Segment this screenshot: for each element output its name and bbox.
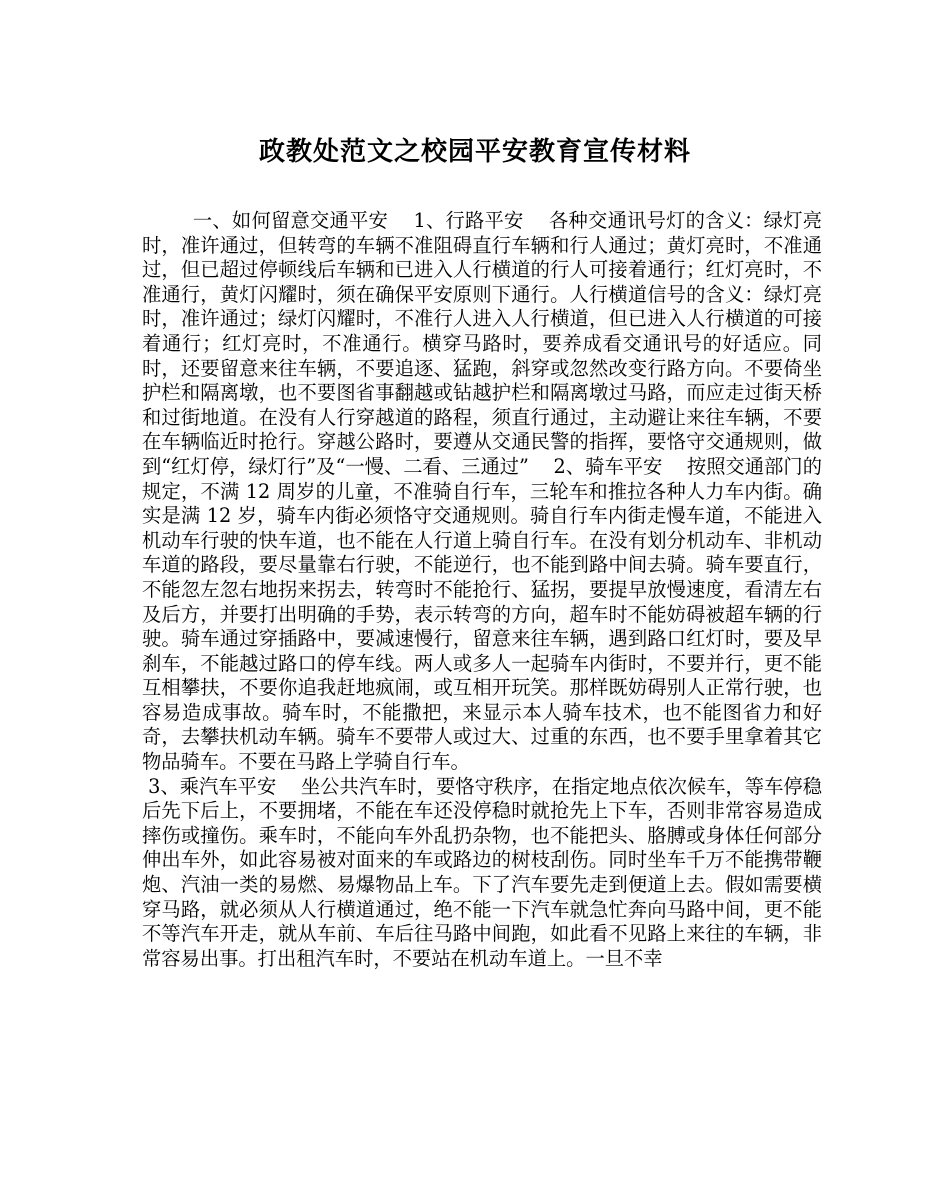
page-title: 政教处范文之校园平安教育宣传材料 xyxy=(258,137,691,167)
document-body xyxy=(142,209,822,971)
paragraph-traffic-safety: 一、如何留意交通平安 1、行路平安 各种交通讯号灯的含义：绿灯亮时，准许通过，但转弯的车辆不准阻碍直行车辆和行人通过；黄灯亮时，不准通过，但已超过停顿线后车辆和已进入人行横道的行人可接着通行；红灯亮时，不准通行，黄灯闪耀时，须在确保平安原则下通行。人行横道信号的含义：绿灯亮时，准许通过；绿灯闪耀时，不准行人进入人行横道，但已进入人行横道的可接着通行；红灯亮时，不准通行。横穿马路时，要养成看交通讯号的好适应。同时，还要留意来往车辆，不要追逐、猛跑，斜穿或忽然改变行路方向。不要倚坐护栏和隔离墩，也不要图省事翻越或钻越护栏和隔离墩过马路，而应走过街天桥和过街地道。在没有人行穿越道的路程，须直行通过，主动避让来往车辆，不要在车辆临近时抢行。穿越公路时，要遵从交通民警的指挥，要恪守交通规则，做到“红灯停，绿灯行”及“一慢、二看、三通过” 2、骑车平安 按照交通部门的规定，不满 12 周岁的儿童，不准骑自行车，三轮车和推拉各种人力车内街。确实是满 12 岁，骑车内街必须恪守交通规则。骑自行车内街走慢车道，不能进入机动车行驶的快车道，也不能在人行道上骑自行车。在没有划分机动车、非机动车道的路段，要尽量靠右行驶，不能逆行，也不能到路中间去骑。骑车要直行，不能忽左忽右地拐来拐去，转弯时不能抢行、猛拐，要提早放慢速度，看清左右及后方，并要打出明确的手势，表示转弯的方向，超车时不能妨碍被超车辆的行驶。骑车通过穿插路中，要减速慢行，留意来往车辆，遇到路口红灯时，要及早刹车，不能越过路口的停车线。两人或多人一起骑车内街时，不要并行，更不能互相攀扶，不要你追我赶地疯闹，或互相开玩笑。那样既妨碍别人正常行驶，也容易造成事故。骑车时，不能撒把，来显示本人骑车技术，也不能图省力和好奇，去攀扶机动车辆。骑车不要带人或过大、过重的东西，也不要手里拿着其它物品骑车。不要在马路上学骑自行车。 xyxy=(142,209,822,774)
paragraph-bus-safety: 3、乘汽车平安 坐公共汽车时，要恪守秩序，在指定地点依次候车，等车停稳后先下后上，不要拥堵，不能在车还没停稳时就抢先上下车，否则非常容易造成摔伤或撞伤。乘车时，不能向车外乱扔杂物，也不能把头、胳膊或身体任何部分伸出车外，如此容易被对面来的车或路边的树枝刮伤。同时坐车千万不能携带鞭炮、汽油一类的易燃、易爆物品上车。下了汽车要先走到便道上去。假如需要横穿马路，就必须从人行横道通过，绝不能一下汽车就急忙奔向马路中间，更不能不等汽车开走，就从车前、车后往马路中间跑，如此看不见路上来往的车辆，非常容易出事。打出租汽车时，不要站在机动车道上。一旦不幸 xyxy=(142,774,822,970)
